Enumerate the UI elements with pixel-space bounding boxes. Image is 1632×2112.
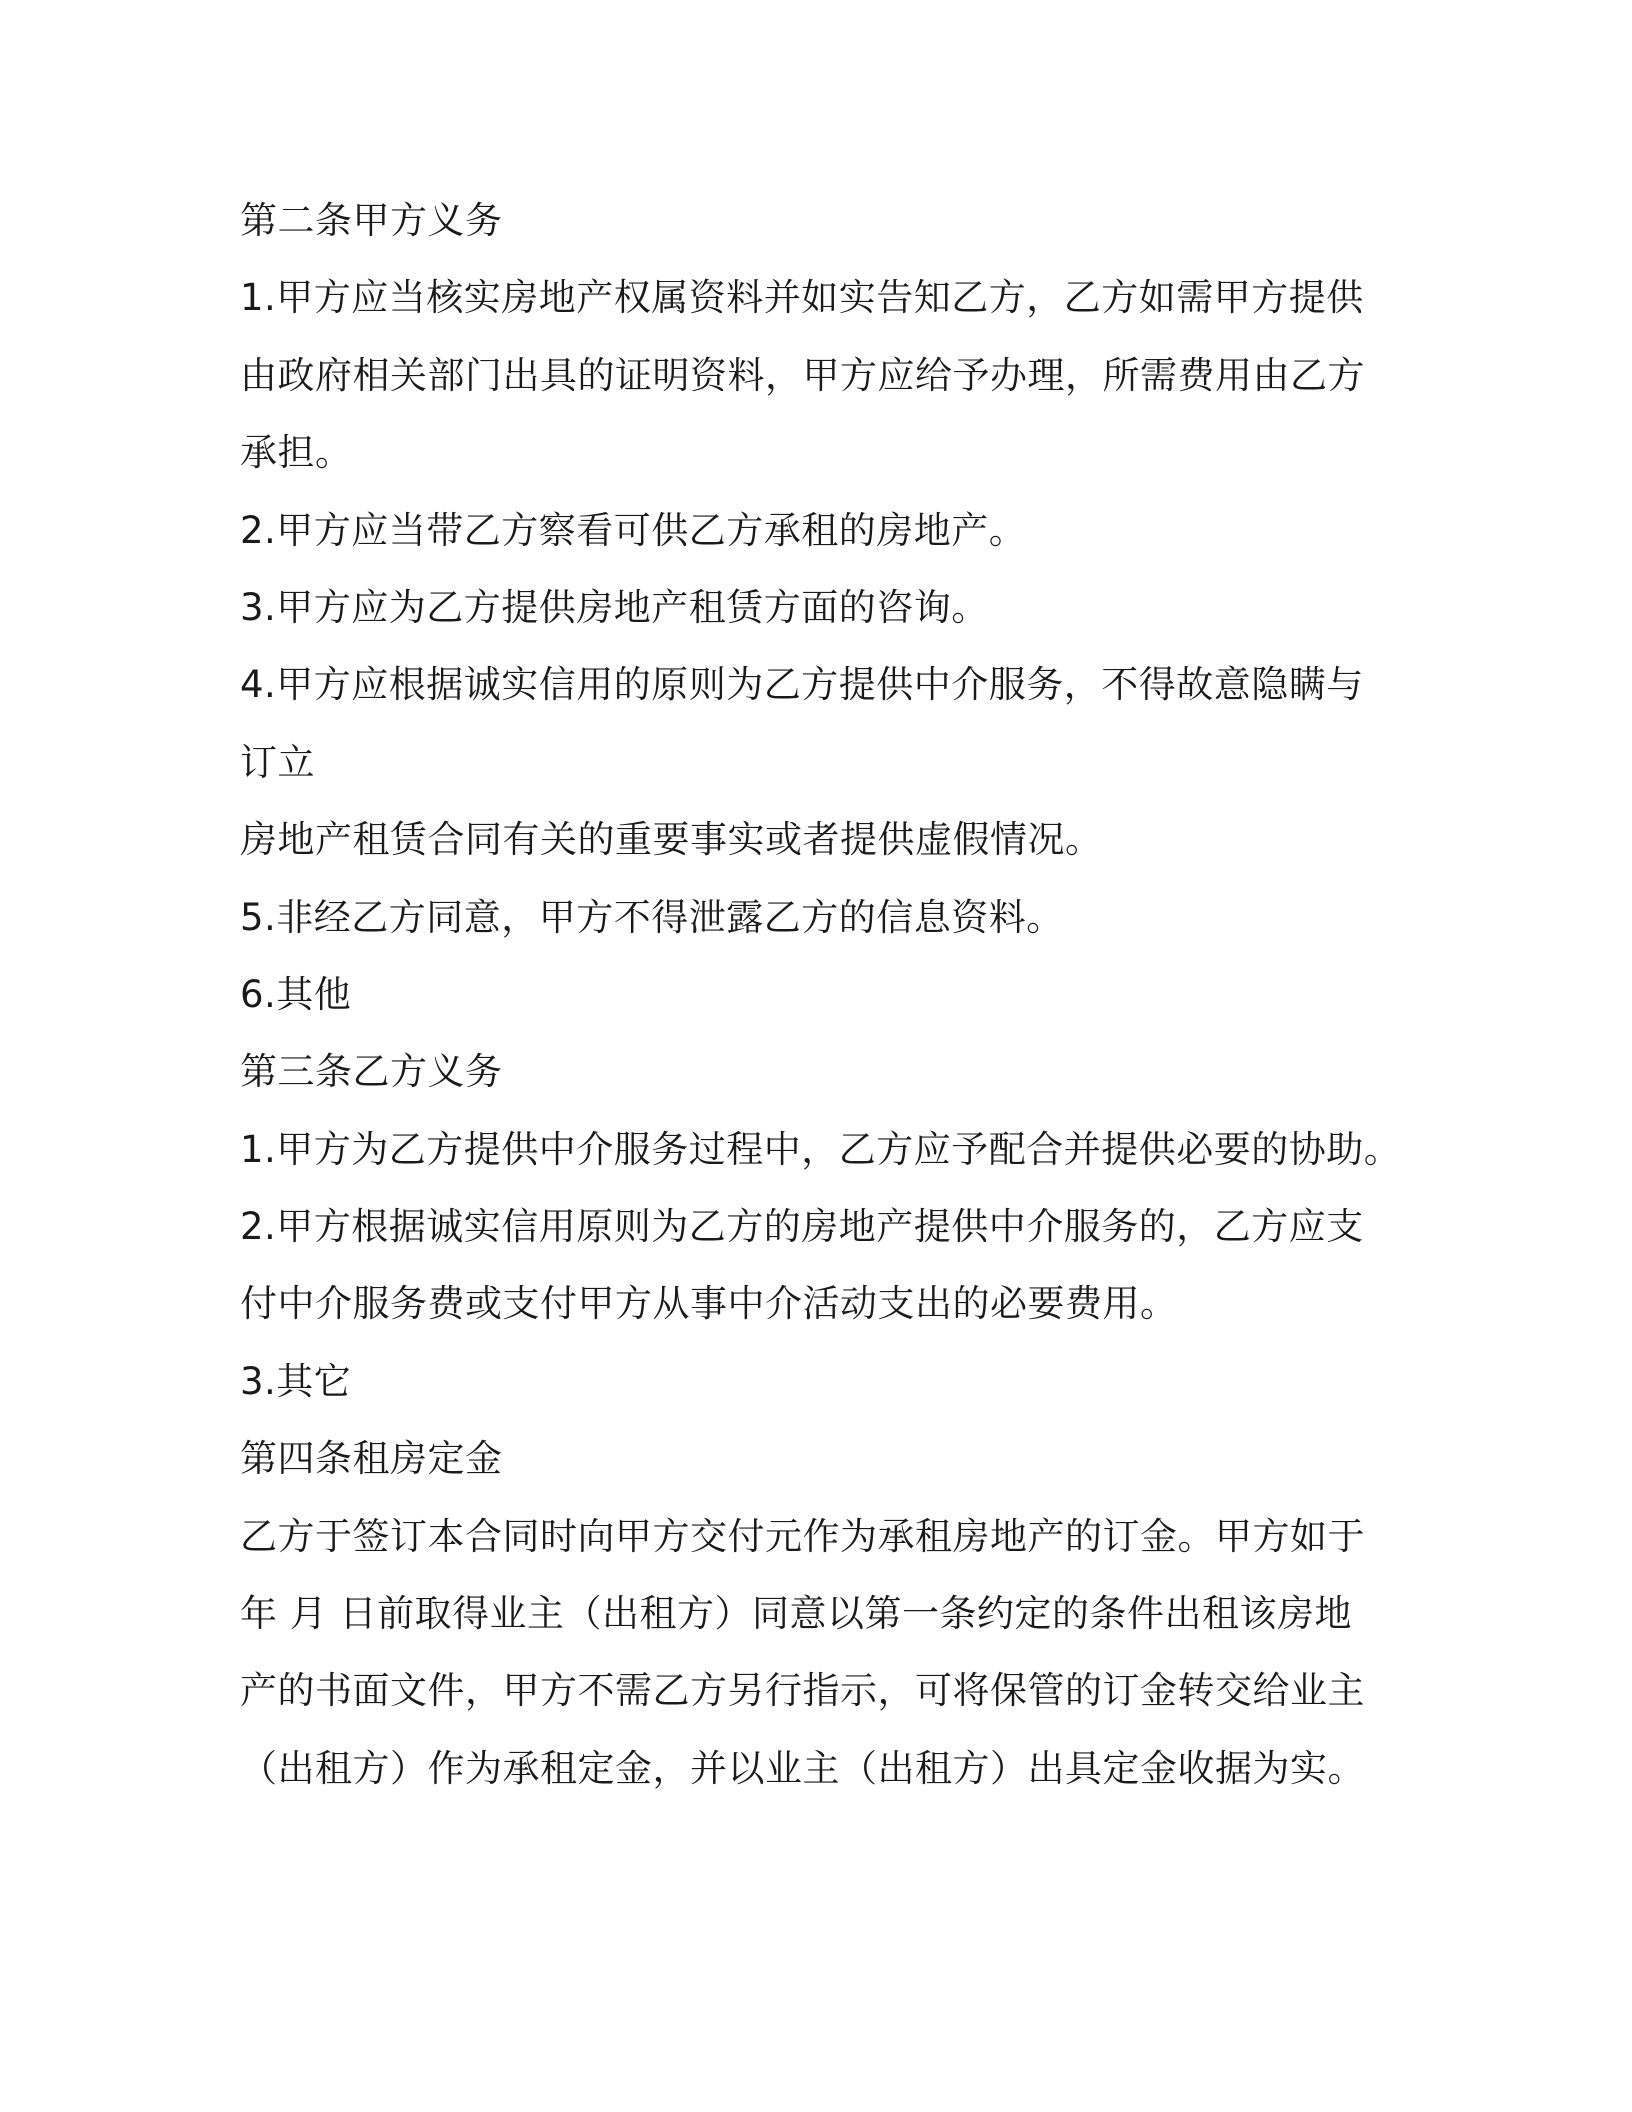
clause-line: 房地产租赁合同有关的重要事实或者提供虚假情况。 bbox=[240, 818, 1103, 862]
clause-line: 产的书面文件，甲方不需乙方另行指示，可将保管的订金转交给业主 bbox=[240, 1669, 1365, 1713]
clause-line: 承担。 bbox=[240, 431, 353, 475]
clause-line: 乙方于签订本合同时向甲方交付元作为承租房地产的订金。甲方如于 bbox=[240, 1514, 1365, 1558]
clause-line: 2.甲方根据诚实信用原则为乙方的房地产提供中介服务的，乙方应支 bbox=[240, 1205, 1364, 1249]
clause-line: 付中介服务费或支付甲方从事中介活动支出的必要费用。 bbox=[240, 1282, 1178, 1326]
clause-line: 2.甲方应当带乙方察看可供乙方承租的房地产。 bbox=[240, 508, 1027, 552]
clause-line: 1.甲方应当核实房地产权属资料并如实告知乙方，乙方如需甲方提供 bbox=[240, 276, 1364, 320]
clause-line: 3.甲方应为乙方提供房地产租赁方面的咨询。 bbox=[240, 585, 989, 629]
clause-line: 订立 bbox=[240, 740, 315, 784]
clause-line: （出租方）作为承租定金，并以业主（出租方）出具定金收据为实。 bbox=[240, 1746, 1365, 1790]
clause-line: 4.甲方应根据诚实信用的原则为乙方提供中介服务，不得故意隐瞒与 bbox=[240, 663, 1364, 707]
clause-line: 1.甲方为乙方提供中介服务过程中，乙方应予配合并提供必要的协助。 bbox=[240, 1127, 1402, 1171]
section-heading-2: 第二条甲方义务 bbox=[240, 199, 503, 242]
section-heading-3: 第三条乙方义务 bbox=[240, 1050, 503, 1094]
document-body bbox=[240, 182, 1400, 1807]
clause-line: 年 月 日前取得业主（出租方）同意以第一条约定的条件出租该房地 bbox=[240, 1592, 1353, 1636]
clause-line: 由政府相关部门出具的证明资料，甲方应给予办理，所需费用由乙方 bbox=[240, 353, 1365, 397]
clause-line: 5.非经乙方同意，甲方不得泄露乙方的信息资料。 bbox=[240, 895, 1064, 939]
clause-line: 3.其它 bbox=[240, 1359, 352, 1403]
section-heading-4: 第四条租房定金 bbox=[240, 1437, 503, 1481]
clause-line: 6.其他 bbox=[240, 972, 352, 1016]
